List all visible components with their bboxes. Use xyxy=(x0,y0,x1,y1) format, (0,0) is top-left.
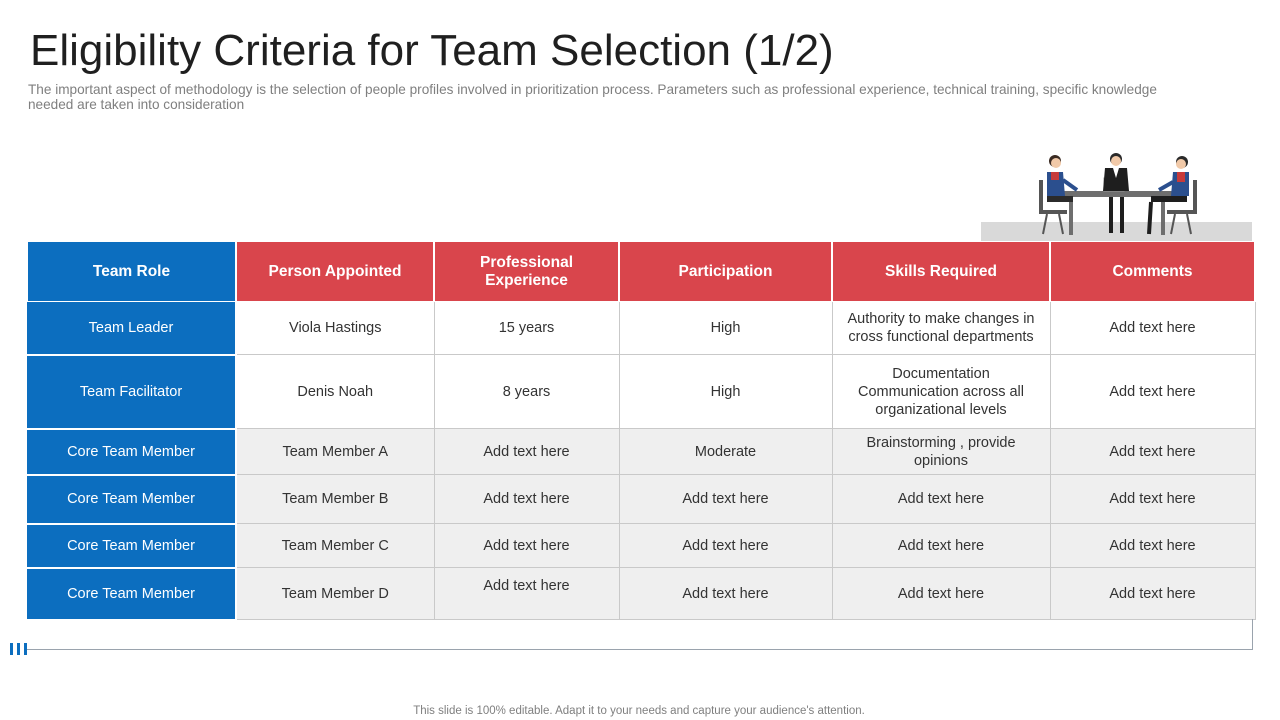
header-comments: Comments xyxy=(1050,242,1255,302)
header-participation: Participation xyxy=(619,242,832,302)
eligibility-table xyxy=(26,241,1256,621)
cell-experience: Add text here xyxy=(434,475,619,524)
header-person-appointed: Person Appointed xyxy=(236,242,434,302)
cell-person: Team Member B xyxy=(236,475,434,524)
cell-skills: Brainstorming , provide opinions xyxy=(832,429,1050,475)
frame-right-line xyxy=(1252,619,1253,650)
team-meeting-icon xyxy=(981,150,1252,242)
cell-team-role: Team Leader xyxy=(27,302,236,355)
table-row xyxy=(27,568,1255,620)
cell-participation: Moderate xyxy=(619,429,832,475)
cell-team-role: Core Team Member xyxy=(27,524,236,568)
cell-comments: Add text here xyxy=(1050,524,1255,568)
cell-comments: Add text here xyxy=(1050,429,1255,475)
cell-participation: High xyxy=(619,302,832,355)
header-skills-required: Skills Required xyxy=(832,242,1050,302)
cell-experience: 8 years xyxy=(434,355,619,429)
cell-person: Team Member A xyxy=(236,429,434,475)
cell-participation: Add text here xyxy=(619,475,832,524)
cell-comments: Add text here xyxy=(1050,355,1255,429)
cell-skills: Add text here xyxy=(832,475,1050,524)
cell-experience: 15 years xyxy=(434,302,619,355)
cell-person: Team Member D xyxy=(236,568,434,620)
cell-skills: Documentation Communication across all organizational levels xyxy=(832,355,1050,429)
cell-team-role: Team Facilitator xyxy=(27,355,236,429)
table-row xyxy=(27,302,1255,355)
table-row xyxy=(27,355,1255,429)
cell-team-role: Core Team Member xyxy=(27,429,236,475)
table-row xyxy=(27,429,1255,475)
table-row xyxy=(27,475,1255,524)
footer-note: This slide is 100% editable. Adapt it to your needs and capture your audience's attention. xyxy=(413,705,865,717)
header-team-role: Team Role xyxy=(27,242,236,302)
cell-team-role: Core Team Member xyxy=(27,475,236,524)
cell-participation: High xyxy=(619,355,832,429)
cell-skills: Add text here xyxy=(832,568,1050,620)
marker-bar xyxy=(17,643,20,655)
page-title: Eligibility Criteria for Team Selection (1/2) xyxy=(30,26,834,75)
table-row xyxy=(27,524,1255,568)
cell-experience: Add text here xyxy=(434,429,619,475)
cell-person: Denis Noah xyxy=(236,355,434,429)
cell-experience: Add text here xyxy=(434,568,619,620)
header-professional-experience: Professional Experience xyxy=(434,242,619,302)
marker-bar xyxy=(10,643,13,655)
cell-participation: Add text here xyxy=(619,524,832,568)
cell-person: Viola Hastings xyxy=(236,302,434,355)
cell-comments: Add text here xyxy=(1050,475,1255,524)
cell-participation: Add text here xyxy=(619,568,832,620)
table-header-row xyxy=(27,242,1255,302)
cell-comments: Add text here xyxy=(1050,568,1255,620)
cell-skills: Add text here xyxy=(832,524,1050,568)
cell-skills: Authority to make changes in cross functional departments xyxy=(832,302,1050,355)
team-meeting-illustration xyxy=(981,150,1252,242)
marker-bar xyxy=(24,643,27,655)
page-subtitle: The important aspect of methodology is the selection of people profiles involved in prioritization process. Parameters such as professional experience, technical training, specific knowledge needed are taken into consideration xyxy=(28,82,1157,112)
cell-comments: Add text here xyxy=(1050,302,1255,355)
cell-team-role: Core Team Member xyxy=(27,568,236,620)
frame-bottom-line xyxy=(26,649,1253,650)
cell-person: Team Member C xyxy=(236,524,434,568)
cell-experience: Add text here xyxy=(434,524,619,568)
slide-marker-bars xyxy=(10,643,27,655)
